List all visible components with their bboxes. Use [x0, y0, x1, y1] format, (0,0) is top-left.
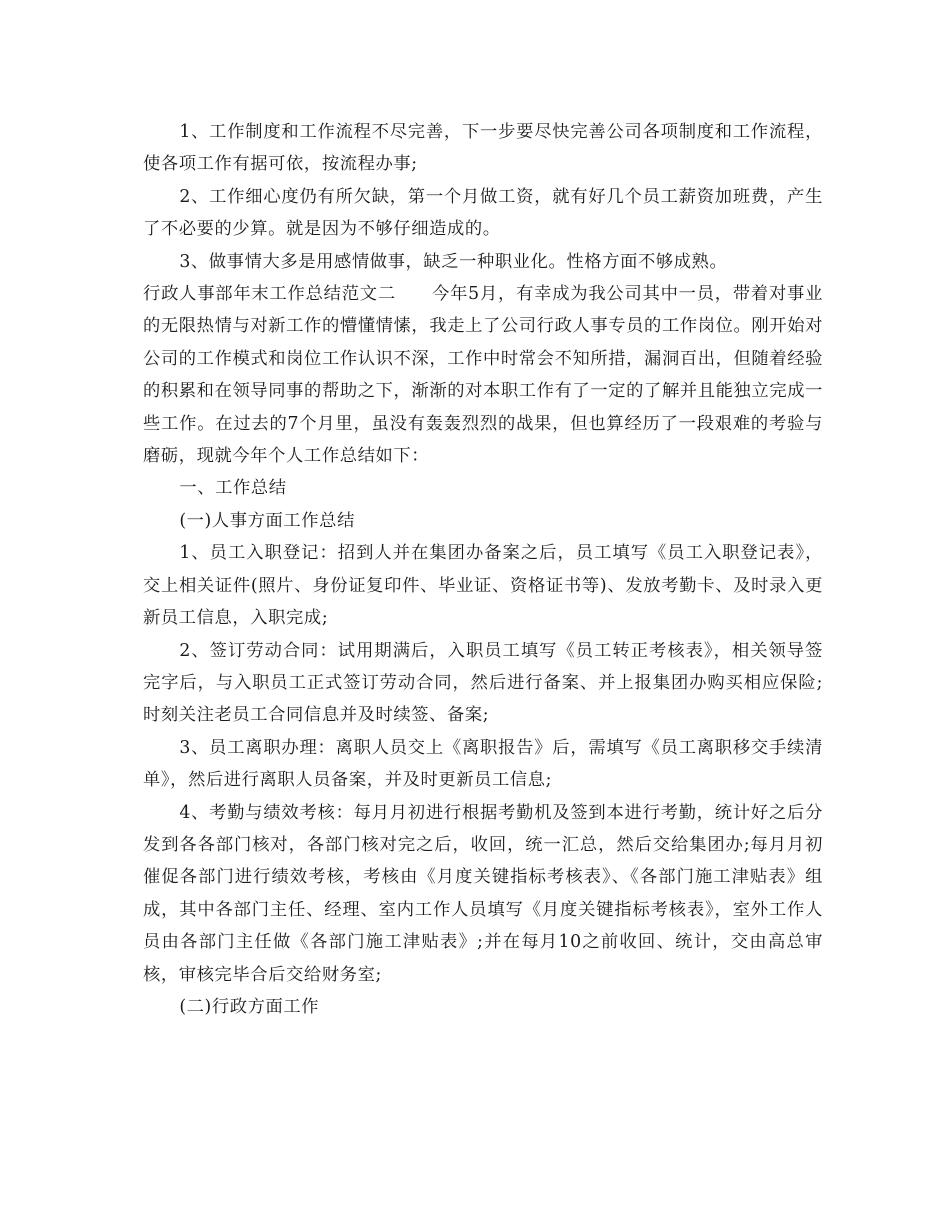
document-body	[143, 116, 823, 1023]
paragraph-contract: 2、签订劳动合同：试用期满后，入职员工填写《员工转正考核表》，相关领导签完字后，与入职员工正式签订劳动合同，然后进行备案、并上报集团办购买相应保险;时刻关注老员工合同信息并及时续签、备案;	[143, 640, 823, 726]
section-title-and-intro: 行政人事部年末工作总结范文二 今年5月，有幸成为我公司其中一员，带着对事业的无限热情与对新工作的懵懂情愫，我走上了公司行政人事专员的工作岗位。刚开始对公司的工作模式和岗位工作认识不深，工作中时常会不知所措，漏洞百出，但随着经验的积累和在领导同事的帮助之下，渐渐的对本职工作有了一定的了解并且能独立完成一些工作。在过去的7个月里，虽没有轰轰烈烈的战果，但也算经历了一段艰难的考验与磨砺，现就今年个人工作总结如下：	[143, 284, 823, 467]
paragraph-attendance: 4、考勤与绩效考核：每月月初进行根据考勤机及签到本进行考勤，统计好之后分发到各各部门核对，各部门核对完之后，收回，统一汇总，然后交给集团办;每月月初催促各部门进行绩效考核，考核由《月度关键指标考核表》、《各部门施工津贴表》组成，其中各部门主任、经理、室内工作人员填写《月度关键指标考核表》，室外工作人员由各部门主任做《各部门施工津贴表》;并在每月10之前收回、统计，交由高总审核，审核完毕合后交给财务室;	[143, 802, 823, 985]
paragraph-onboarding: 1、员工入职登记：招到人并在集团办备案之后，员工填写《员工入职登记表》，交上相关证件(照片、身份证复印件、毕业证、资格证书等)、发放考勤卡、及时录入更新员工信息，入职完成;	[143, 543, 823, 629]
paragraph-item-3: 3、做事情大多是用感情做事，缺乏一种职业化。性格方面不够成熟。	[179, 251, 728, 272]
heading-work-summary: 一、工作总结	[179, 478, 287, 499]
heading-administration: (二)行政方面工作	[179, 996, 320, 1017]
heading-personnel: (一)人事方面工作总结	[179, 510, 355, 531]
paragraph-item-2: 2、工作细心度仍有所欠缺，第一个月做工资，就有好几个员工薪资加班费，产生了不必要的少算。就是因为不够仔细造成的。	[143, 186, 823, 240]
paragraph-resignation: 3、员工离职办理：离职人员交上《离职报告》后，需填写《员工离职移交手续清单》，然后进行离职人员备案，并及时更新员工信息;	[143, 737, 823, 791]
paragraph-item-1: 1、工作制度和工作流程不尽完善，下一步要尽快完善公司各项制度和工作流程，使各项工作有据可依，按流程办事;	[143, 122, 823, 175]
